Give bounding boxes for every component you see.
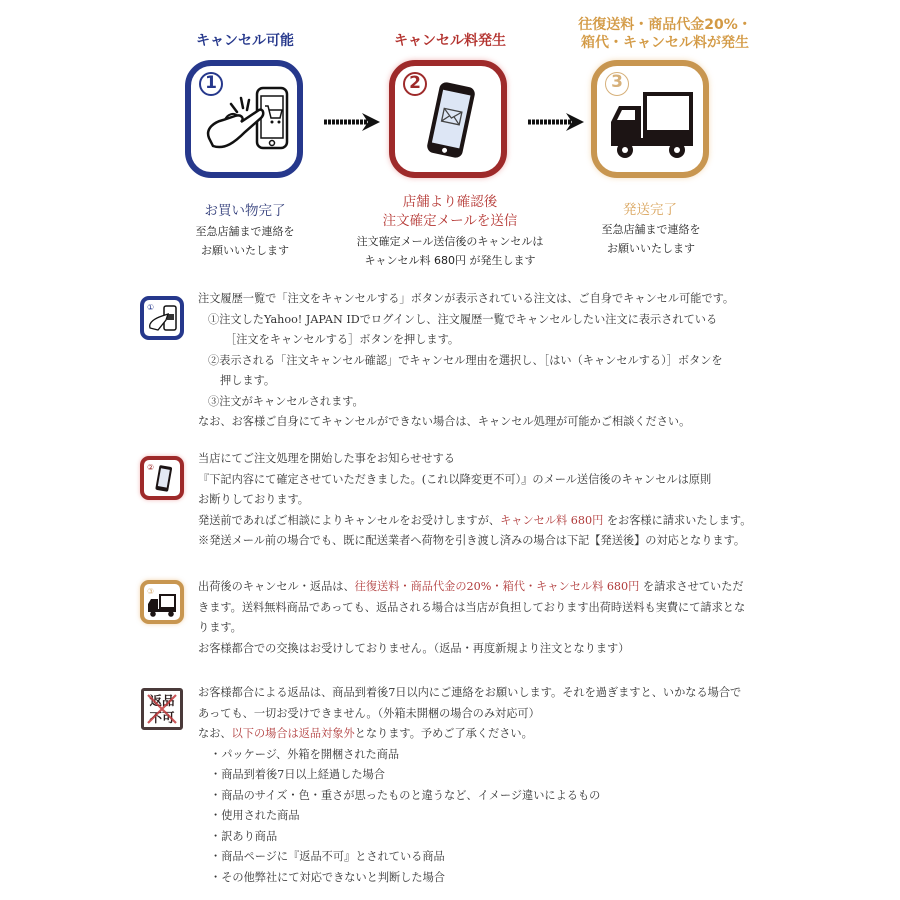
arrow-right-icon <box>322 110 384 134</box>
cancel-fee-highlight: キャンセル料 680円 <box>500 513 604 527</box>
delivery-truck-icon <box>597 66 703 172</box>
text-span: となります。予めご了承ください。 <box>354 727 533 740</box>
text-line <box>198 511 773 532</box>
list-item: ・商品到着後7日以上経過した場合 <box>210 768 385 781</box>
no-return-label: 不可 <box>149 710 175 725</box>
text-line: ります。 <box>198 621 242 634</box>
step2-status-line: 店舗より確認後 <box>402 194 498 210</box>
step1-status: お買い物完了 <box>204 203 286 219</box>
step3-box <box>591 60 709 178</box>
text-span: を請求させていただ <box>639 580 744 593</box>
non-returnable-list <box>198 745 773 889</box>
svg-text:①: ① <box>147 303 155 312</box>
list-item: ・訳あり商品 <box>210 829 278 843</box>
step3-status: 発送完了 <box>623 202 677 218</box>
text-span: 発送前であればご相談によりキャンセルをお受けしますが、 <box>198 513 501 527</box>
step2-note <box>350 232 550 270</box>
step2-note-line: キャンセル料 680円 が発生します <box>364 254 536 267</box>
step3-badge-icon <box>140 580 184 624</box>
section4-text <box>198 683 773 888</box>
step3-note <box>576 220 726 258</box>
step3-title-line: 箱代・キャンセル料が発生 <box>581 35 749 51</box>
step3-number: 3 <box>605 72 629 96</box>
no-return-label: 返品 <box>149 693 175 708</box>
text-line: あっても、一切お受けできません。（外箱未開梱の場合のみ対応可） <box>198 706 540 720</box>
return-fee-highlight: 往復送料・商品代金の20%・箱代・キャンセル料 680円 <box>354 580 640 593</box>
step3-title-line: 往復送料・商品代金20%・ <box>578 17 752 33</box>
text-span: なお、 <box>198 727 232 740</box>
section3-text <box>198 577 773 659</box>
section2-text <box>198 449 773 552</box>
text-line: ※発送メール前の場合でも、既に配送業者へ荷物を引き渡し済みの場合は下記【発送後】の対応となります。 <box>198 534 746 547</box>
step1-number: 1 <box>199 72 223 96</box>
list-item: ・商品ページに『返品不可』とされている商品 <box>210 850 445 863</box>
step2-title: キャンセル料発生 <box>394 33 506 49</box>
step1-title: キャンセル可能 <box>196 33 294 49</box>
list-item: ・パッケージ、外箱を開梱された商品 <box>210 747 400 761</box>
step3-note-line: 至急店舗まで連絡を <box>601 223 701 236</box>
text-line: 当店にてご注文処理を開始した事をお知らせせする <box>198 452 455 465</box>
text-span: 出荷後のキャンセル・返品は、 <box>198 580 355 593</box>
text-line: 注文履歴一覧で「注文をキャンセルする」ボタンが表示されている注文は、ご自身でキャンセル可能です。 <box>198 292 735 305</box>
text-line: ②表示される「注文キャンセル確認」でキャンセル理由を選択し、［はい（キャンセルする）］ボタンを <box>208 353 723 367</box>
step2-number: 2 <box>403 72 427 96</box>
text-line: 『下記内容にて確定させていただきました。(これ以降変更不可）』のメール送信後のキャンセルは原則 <box>198 472 712 486</box>
step1-note-line: 至急店舗まで連絡を <box>195 225 295 238</box>
list-item: ・使用された商品 <box>210 809 300 822</box>
hand-tap-phone-cart-icon <box>191 66 297 172</box>
list-item: ・商品のサイズ・色・重さが思ったものと違うなど、イメージ違いによるもの <box>210 788 601 802</box>
step2-note-line: 注文確定メール送信後のキャンセルは <box>356 235 544 248</box>
text-line <box>198 724 773 745</box>
step2-badge-icon <box>140 456 184 500</box>
non-returnable-highlight: 以下の場合は返品対象外 <box>231 727 355 740</box>
arrow-right-icon <box>526 110 588 134</box>
section1-text <box>198 289 773 433</box>
list-item: ・その他弊社にて対応できないと判断した場合 <box>210 870 445 884</box>
text-line: なお、お客様ご自身にてキャンセルができない場合は、キャンセル処理が可能かご相談ください。 <box>198 415 691 428</box>
no-return-badge-icon <box>141 688 183 730</box>
text-line <box>198 577 773 598</box>
text-line: お断りしております。 <box>198 493 309 506</box>
text-line: 押します。 <box>220 374 276 387</box>
text-line: ①注文したYahoo! JAPAN IDでログインし、注文履歴一覧でキャンセルしたい注文に表示されている <box>208 312 718 326</box>
step1-badge-icon <box>140 296 184 340</box>
phone-mail-icon <box>395 66 501 172</box>
step1-note <box>170 222 320 260</box>
step2-status-line: 注文確定メールを送信 <box>382 213 518 229</box>
text-line: お客様都合による返品は、商品到着後7日以内にご連絡をお願いします。それを過ぎますと、いかなる場合で <box>198 686 742 699</box>
step2-status <box>360 193 540 231</box>
svg-text:③: ③ <box>147 587 155 596</box>
text-line: ［注文をキャンセルする］ボタンを押します。 <box>225 333 460 346</box>
text-line: ③注文がキャンセルされます。 <box>208 394 364 408</box>
text-span: をお客様に請求いたします。 <box>603 513 752 527</box>
step3-note-line: お願いいたします <box>607 242 695 255</box>
text-line: お客様都合での交換はお受けしておりません。（返品・再度新規より注文となります） <box>198 641 630 655</box>
svg-text:②: ② <box>147 463 155 472</box>
step3-title <box>560 16 770 52</box>
step1-note-line: お願いいたします <box>201 244 289 257</box>
text-line: きます。送料無料商品であっても、返品される場合は当店が負担しております出荷時送料も実費にて請求とな <box>198 600 746 614</box>
step1-box <box>185 60 303 178</box>
step2-box <box>389 60 507 178</box>
